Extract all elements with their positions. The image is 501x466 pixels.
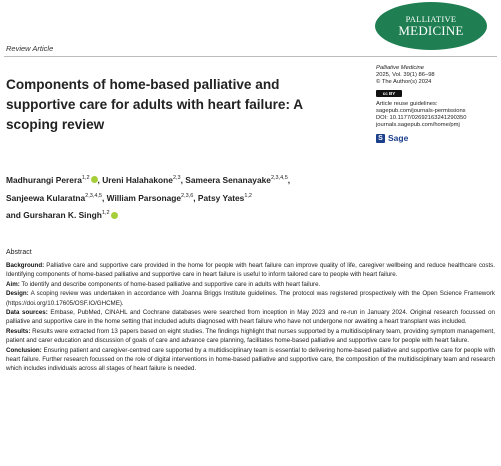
orcid-icon[interactable] xyxy=(91,176,98,183)
logo-line1: PALLIATIVE xyxy=(405,13,457,24)
article-title: Components of home-based palliative and supportive care for adults with heart failure: A scoping review xyxy=(6,77,303,132)
author: Ureni Halahakone$^{2,3}$, xyxy=(102,174,186,185)
article-type: Review Article xyxy=(6,44,54,53)
journal-logo xyxy=(375,2,487,50)
abstract-data-sources: Data sources: Embase, PubMed, CINAHL and Cochrane databases were searched from inception in May 2023 and re-run in January 2024. Original research focussed on palliative and supportive care in the home setting that included adults diagnosed with heart failure who have not undergone nor awaiting a heart transplant was included. xyxy=(6,309,495,326)
author: Sameera Senanayake$^{2,3,4,5}$, xyxy=(185,174,291,185)
reuse-label: Article reuse guidelines: xyxy=(376,100,438,107)
journal-name: Palliative Medicine xyxy=(376,65,425,71)
journal-link[interactable]: journals.sagepub.com/home/pmj xyxy=(376,122,460,129)
author: and Gursharan K. Singh$^{1,2}$ xyxy=(6,210,118,220)
abstract-heading: Abstract xyxy=(6,249,32,256)
abstract-design: Design: A scoping review was undertaken in accordance with Joanna Briggs Institute guidelines. The protocol was registered prospectively with the Open Science Framework (https://doi.org/10.17605/OSF.IO/GHCME). xyxy=(6,290,495,307)
author-list xyxy=(6,170,366,223)
publisher-name: Sage xyxy=(388,132,409,143)
article-meta xyxy=(376,65,498,143)
reuse-link[interactable]: sagepub.com/journals-permissions xyxy=(376,108,466,115)
copyright: © The Author(s) 2024 xyxy=(376,79,432,86)
journal-volume: 2025, Vol. 39(1) 86–98 xyxy=(376,72,435,79)
orcid-icon[interactable] xyxy=(111,212,118,219)
author: William Parsonage$^{2,3,6}$, xyxy=(106,192,198,203)
doi-link[interactable]: DOI: 10.1177/02692163241290350 xyxy=(376,115,467,122)
publisher-logo xyxy=(376,134,498,143)
author: Madhurangi Perera$^{1,2}$ , xyxy=(6,174,103,185)
author: Sanjeewa Kularatna$^{2,3,4,5}$, xyxy=(6,192,107,203)
header-divider xyxy=(4,56,497,57)
author: Patsy Yates$^{1,2}$ xyxy=(197,192,252,203)
abstract-background: Background: Palliative care and supportive care provided in the home for people with heart failure can improve quality of life, caregiver wellbeing and reduce healthcare costs. Identifying components of home-based palliative and supportive care in heart failure is useful to inform tailored care to people with heart failure. xyxy=(6,262,495,279)
abstract-aim: Aim: To identify and describe components of home-based palliative and supportive care in adults with heart failure. xyxy=(6,280,321,288)
cc-license-icon[interactable]: cc BY xyxy=(376,90,402,97)
abstract-body xyxy=(6,261,495,374)
sage-icon: S xyxy=(376,134,385,143)
abstract-conclusion: Conclusion: Ensuring patient and caregiver-centred care supported by a multidisciplinary team is essential to delivering home-based palliative and supportive care for people with heart failure. Further research focussed on the role of digital interventions in home-based palliative and supportive care, the composition of the multidisciplinary team and research which includes individuals across all stages of heart failure is needed. xyxy=(6,346,495,373)
logo-line2: MEDICINE xyxy=(398,23,464,39)
abstract-results: Results: Results were extracted from 13 papers based on eight studies. The findings highlight that nurses supported by a multidisciplinary team, providing symptom management, patient and carer education and discussion of goals of care and advance care planning, facilitates home-based palliative and supportive care for people with heart failure. xyxy=(6,327,495,345)
